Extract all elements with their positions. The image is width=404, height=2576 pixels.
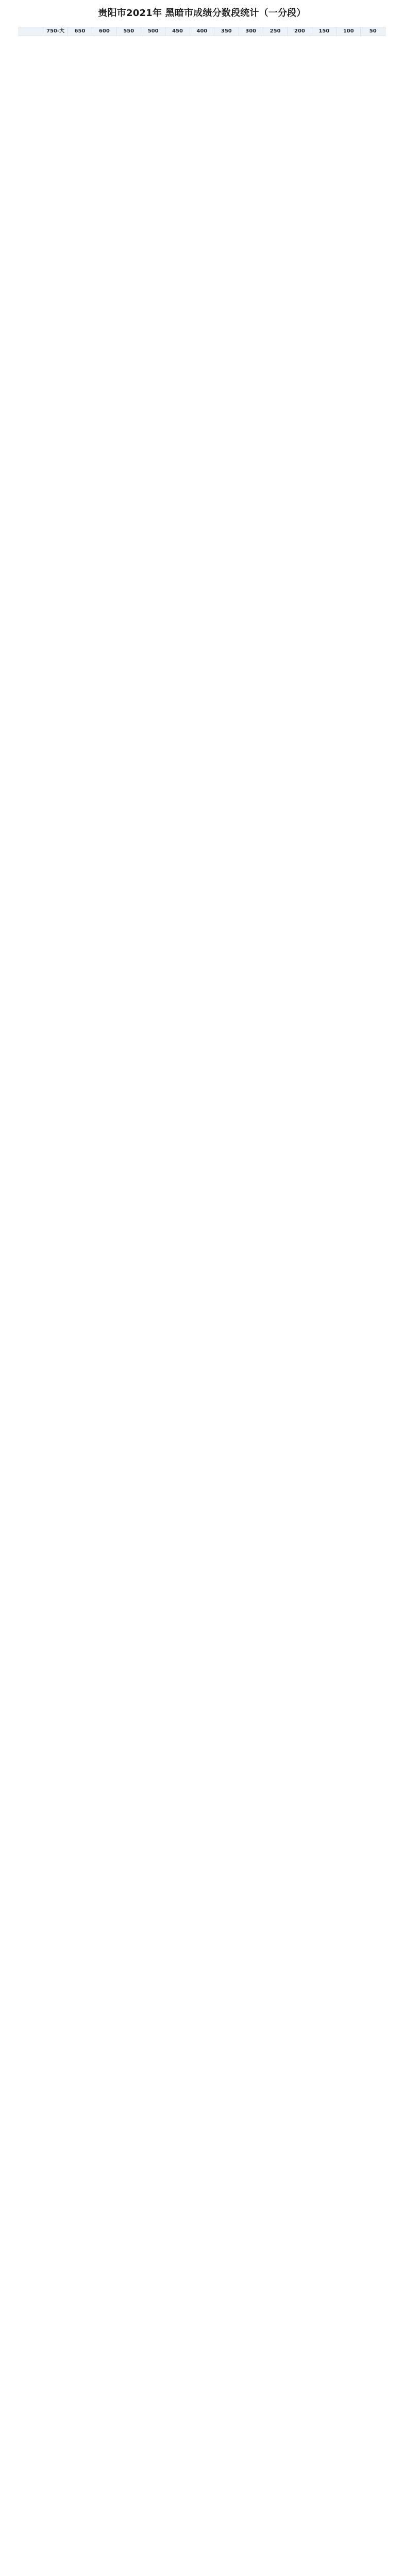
table-header — [19, 27, 385, 36]
page-title: 贵阳市2021年 黑暗市成绩分数段统计（一分段） — [98, 8, 306, 19]
col-header-12: 150 — [312, 27, 336, 36]
col-header-13: 100 — [336, 27, 361, 36]
col-header-11: 200 — [288, 27, 312, 36]
col-header-1: 750-大 — [43, 27, 68, 36]
col-header-8: 350 — [214, 27, 239, 36]
col-header-14: 50 — [361, 27, 385, 36]
col-header-label — [19, 27, 43, 36]
col-header-9: 300 — [239, 27, 263, 36]
col-header-3: 600 — [92, 27, 116, 36]
col-header-10: 250 — [263, 27, 287, 36]
table-header-row — [19, 27, 385, 36]
col-header-7: 400 — [190, 27, 214, 36]
col-header-2: 650 — [68, 27, 92, 36]
col-header-6: 450 — [165, 27, 190, 36]
col-header-4: 550 — [116, 27, 141, 36]
score-distribution-table — [19, 27, 385, 36]
col-header-5: 500 — [141, 27, 165, 36]
